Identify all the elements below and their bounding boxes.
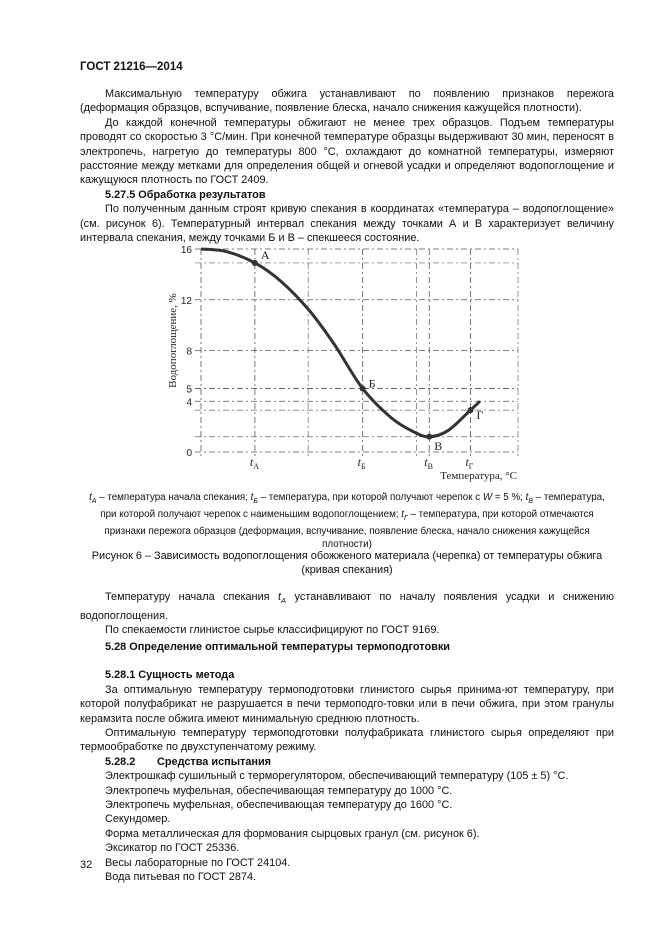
x-tick-label: $t_Б$ [357,455,366,471]
curve-point [426,434,432,440]
equipment-item: Электропечь муфельная, обеспечивающая температуру до 1000 °С. [105,784,453,797]
y-tick-label: 4 [186,397,192,409]
point-label: Г [476,408,484,423]
x-tick-subscript: А [253,462,260,471]
y-tick-label: 5 [186,384,192,396]
figure-caption: Рисунок 6 – Зависимость водопоглощения обожженого материала (черепка) от температуры обжига (кривая спекания) [91,550,603,577]
point-label: А [260,247,270,262]
subsection-heading: 5.28.1 Сущность метода [105,669,235,682]
point-label: В [434,438,443,453]
point-label: Б [368,376,376,391]
x-tick-label: $t_А$ [249,455,260,471]
equipment-item: Секундомер. [105,813,171,826]
equipment-item: Весы лабораторные по ГОСТ 24104. [105,856,291,869]
paragraph: Оптимальную температуру термоподготовки полуфабриката глинистого сырья определяют при термообработке по двухступенчатому режиму. [80,727,614,754]
equipment-item: Эксикатор по ГОСТ 25336. [105,842,240,855]
x-tick-subscript: В [427,462,433,471]
y-tick-label: 0 [186,448,192,459]
tB-symbol: $t_Б$ [250,492,258,505]
tA-symbol: $t_А$ [89,492,97,505]
x-tick-label: $t_В$ [424,455,433,471]
after-figure-section [80,590,614,637]
tV-symbol: $t_В$ [525,492,533,505]
page-number: 32 [80,859,93,871]
y-tick-label: 16 [180,245,192,256]
curve-point [252,260,258,266]
subsection-heading: 5.28.2 Средства испытания [105,755,272,768]
section-heading: 5.28 Определение оптимальной температуры термоподготовки [105,641,450,653]
equipment-item: Вода питьевая по ГОСТ 2874. [105,871,257,884]
paragraph: По полученным данным строят кривую спекания в координатах «температура – водопоглощение» (см. рисунок 6). Температурный интервал спекания между точками А и В характеризует величину интервала спекания, между точками Б и В – спекшееся состояние. [80,203,614,245]
document-header: ГОСТ 21216—2014 [80,61,183,73]
sintering-curve [201,249,480,437]
tG-symbol: $t_Г$ [401,508,408,522]
sintering-curve-chart [160,240,530,485]
paragraph: До каждой конечной температуры обжигают не менее трех образцов. Подъем температуры проводят со скоростью 3 °С/мин. При конечной температуре образцы выдерживают 30 мин, переносят в электропечь, нагретую до температуры 800 °С, охлаждают до комнатной температуры, измеряют расстояние между метками для определения общей и огневой усадки и определяют водопоглощение и кажущуюся плотность по ГОСТ 2409. [80,116,614,187]
intro-section [80,87,614,245]
paragraph: Температуру начала спекания $t_А$ устанавливают по началу появления усадки и снижению водопоглощения. [80,591,614,622]
equipment-list [80,769,614,884]
equipment-item: Электропечь муфельная, обеспечивающая температуру до 1600 °С. [105,799,453,812]
equipment-item: Форма металлическая для формования сырцовых гранул (см. рисунок 6). [105,827,480,840]
curve-point [467,407,473,413]
x-tick-label: $t_Г$ [465,455,474,471]
x-axis-title: Температура, °С [440,470,517,482]
paragraph: Максимальную температуру обжига устанавливают по появлению признаков пережога (деформация образцов, вспучивание, появление блеска, начало снижения кажущейся плотности). [80,88,614,115]
paragraph: По спекаемости глинистое сырье классифицируют по ГОСТ 9169. [105,623,440,636]
curve-point [360,386,366,392]
figure-legend: $t_А$ – температура начала спекания; $t_Б$ – температура, при которой получают черепок с W = 5 %; $t_В$ – температура, при которой получают черепок с наименьшим водопоглощением; $t_Г$ – температура, при которой отмечаются признаки пережога образцов (деформация, вспучивание, появление блеска, начало снижения кажущейся плотности) [89,492,605,550]
y-axis-title: Водопоглощение, % [167,293,179,388]
section-heading: 5.27.5 Обработка результатов [105,188,266,201]
y-tick-label: 12 [180,295,192,307]
equipment-item: Электрошкаф сушильный с терморегулятором, обеспечивающий температуру (105 ± 5) °С. [105,770,569,783]
section-5-28 [80,640,614,885]
paragraph: За оптимальную температуру термоподготовки глинистого сырья принима-ют температуру, при которой полуфабрикат не разрушается в печи термоподго-товки или в печи обжига, при этом гранулы керамзита после обжига имеют минимальную среднюю плотность. [80,683,614,725]
x-tick-subscript: Б [361,462,366,471]
x-tick-subscript: Г [468,462,474,471]
y-tick-label: 8 [186,346,192,358]
